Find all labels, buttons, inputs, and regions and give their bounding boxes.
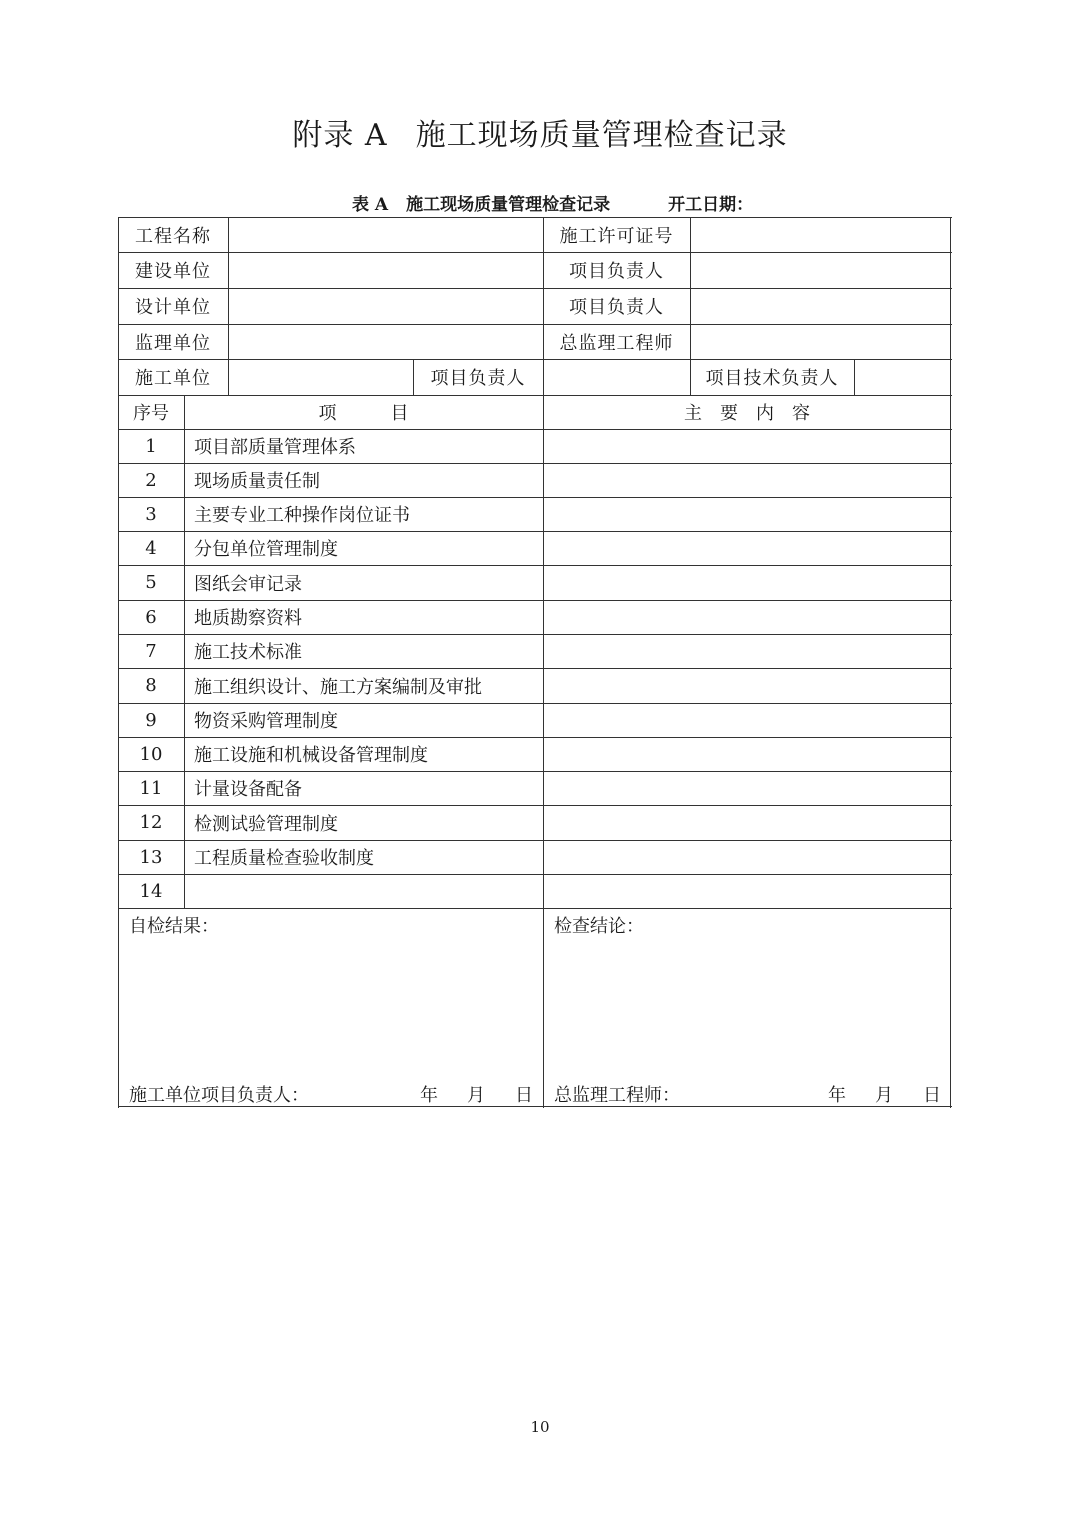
permit-number-field[interactable] xyxy=(690,217,951,252)
row-item: 施工设施和机械设备管理制度 xyxy=(194,745,428,766)
row-item: 图纸会审记录 xyxy=(194,573,302,595)
start-date-label: 开工日期： xyxy=(668,195,754,215)
owner-unit-label: 建设单位 xyxy=(135,261,211,282)
owner-manager-label: 项目负责人 xyxy=(569,261,664,282)
row-no: 9 xyxy=(145,709,157,731)
row-item: 工程质量检查验收制度 xyxy=(194,848,374,869)
permit-number-label: 施工许可证号 xyxy=(559,225,674,247)
row-no: 3 xyxy=(145,503,157,525)
row-content-field[interactable] xyxy=(543,429,951,463)
row-item: 主要专业工种操作岗位证书 xyxy=(194,505,410,526)
row-item: 现场质量责任制 xyxy=(194,471,320,492)
row-no: 7 xyxy=(145,640,157,662)
self-check-month: 月 xyxy=(467,1085,485,1106)
row-no: 1 xyxy=(145,435,157,457)
row-divider xyxy=(118,908,952,909)
self-check-heading: 自检结果： xyxy=(129,916,219,937)
chief-supervisor-signer-label: 总监理工程师： xyxy=(554,1085,680,1106)
design-manager-label: 项目负责人 xyxy=(569,297,664,318)
row-item: 物资采购管理制度 xyxy=(194,711,338,732)
row-content-field[interactable] xyxy=(543,840,951,874)
header-item: 项 目 xyxy=(318,403,409,424)
row-content-field[interactable] xyxy=(543,634,951,668)
row-content-field[interactable] xyxy=(543,565,951,600)
tech-manager-field[interactable] xyxy=(854,359,951,395)
supervision-unit-field[interactable] xyxy=(228,324,543,359)
page-number: 10 xyxy=(530,1418,550,1436)
conclusion-year: 年 xyxy=(828,1085,846,1106)
owner-unit-field[interactable] xyxy=(228,252,543,288)
appendix-title: 施工现场质量管理检查记录 xyxy=(415,118,788,153)
row-content-field[interactable] xyxy=(543,531,951,565)
project-name-label: 工程名称 xyxy=(135,225,211,247)
header-content: 主 要 内 容 xyxy=(684,403,810,424)
supervision-unit-label: 监理单位 xyxy=(135,332,211,354)
chief-supervisor-label: 总监理工程师 xyxy=(559,332,674,354)
row-content-field[interactable] xyxy=(543,874,951,908)
row-content-field[interactable] xyxy=(543,805,951,840)
contractor-signer-label: 施工单位项目负责人： xyxy=(129,1085,309,1106)
header-no: 序号 xyxy=(133,403,169,424)
chief-supervisor-field[interactable] xyxy=(690,324,951,359)
tech-manager-label: 项目技术负责人 xyxy=(705,368,839,389)
design-manager-field[interactable] xyxy=(690,288,951,324)
row-content-field[interactable] xyxy=(543,497,951,531)
row-content-field[interactable] xyxy=(543,771,951,805)
self-check-day: 日 xyxy=(515,1085,533,1106)
row-item: 分包单位管理制度 xyxy=(194,539,338,560)
table-label: 表 A xyxy=(352,195,389,215)
conclusion-day: 日 xyxy=(923,1085,941,1106)
row-item: 施工技术标准 xyxy=(194,642,302,663)
contractor-manager-field[interactable] xyxy=(543,359,690,395)
row-content-field[interactable] xyxy=(543,703,951,737)
row-no: 12 xyxy=(139,812,163,833)
owner-manager-field[interactable] xyxy=(690,252,951,288)
row-no: 11 xyxy=(139,777,163,799)
table-title: 施工现场质量管理检查记录 xyxy=(406,195,611,215)
row-item: 检测试验管理制度 xyxy=(194,813,338,835)
row-no: 2 xyxy=(145,469,157,491)
row-item-field[interactable] xyxy=(184,874,543,908)
page-title xyxy=(0,110,1080,154)
appendix-label: 附录 A xyxy=(292,118,388,153)
row-no: 13 xyxy=(139,846,163,868)
row-item: 计量设备配备 xyxy=(194,779,302,800)
project-name-field[interactable] xyxy=(228,217,543,252)
row-content-field[interactable] xyxy=(543,737,951,771)
row-no: 4 xyxy=(145,537,157,559)
row-item: 施工组织设计、施工方案编制及审批 xyxy=(194,676,482,698)
self-check-year: 年 xyxy=(420,1085,438,1106)
row-item: 项目部质量管理体系 xyxy=(194,437,356,458)
contractor-unit-label: 施工单位 xyxy=(135,368,211,389)
row-no: 5 xyxy=(145,572,157,593)
row-no: 6 xyxy=(145,606,157,628)
row-item: 地质勘察资料 xyxy=(194,608,302,629)
row-content-field[interactable] xyxy=(543,668,951,703)
row-no: 14 xyxy=(139,880,163,902)
design-unit-label: 设计单位 xyxy=(135,297,211,318)
table-caption xyxy=(352,190,753,215)
conclusion-month: 月 xyxy=(875,1085,893,1106)
contractor-manager-label: 项目负责人 xyxy=(430,368,526,389)
row-content-field[interactable] xyxy=(543,600,951,634)
row-no: 10 xyxy=(139,743,163,765)
row-content-field[interactable] xyxy=(543,463,951,497)
row-no: 8 xyxy=(145,675,157,696)
conclusion-heading: 检查结论： xyxy=(554,916,644,937)
contractor-unit-field[interactable] xyxy=(228,359,413,395)
design-unit-field[interactable] xyxy=(228,288,543,324)
